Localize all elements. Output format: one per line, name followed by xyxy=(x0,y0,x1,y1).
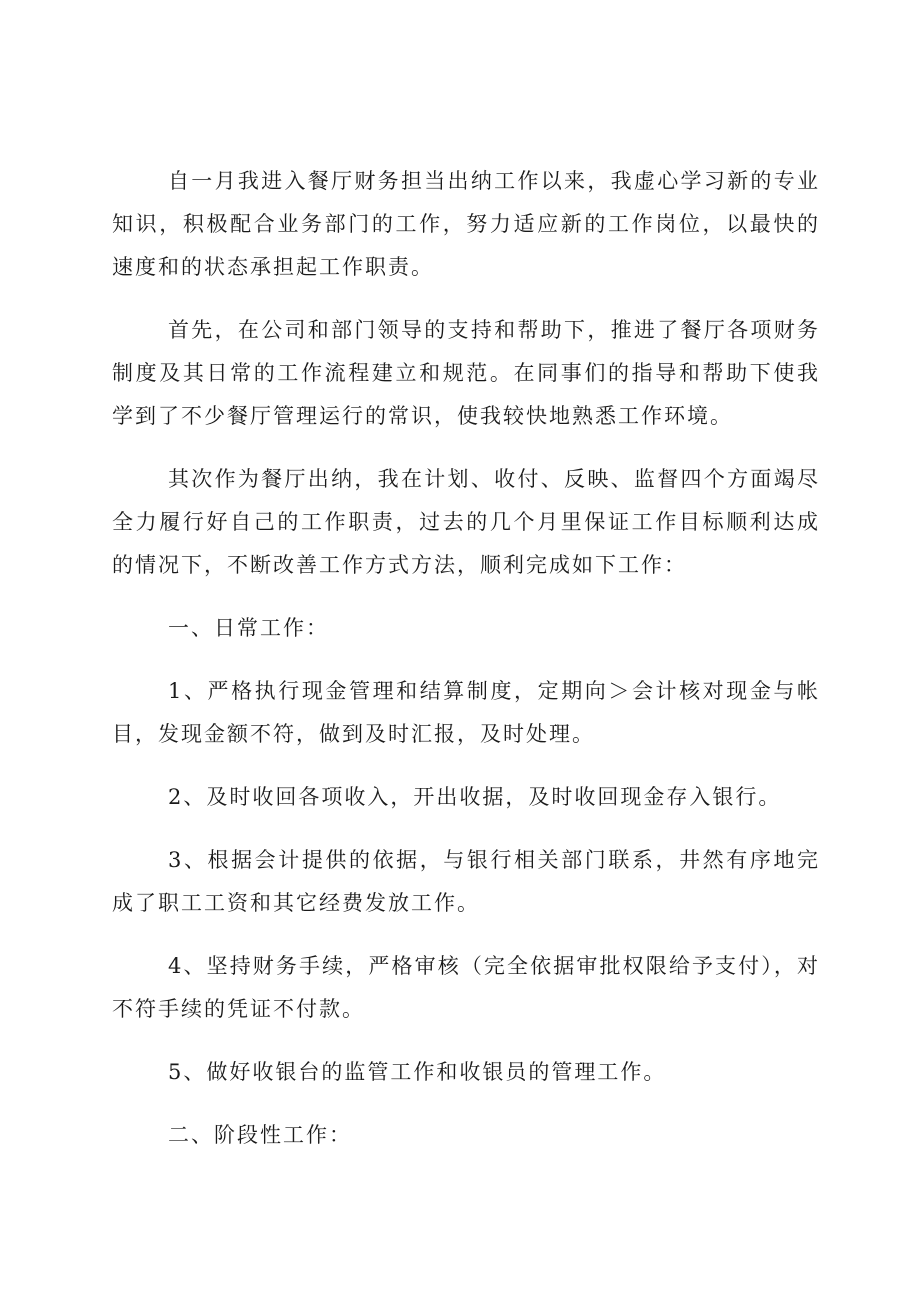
paragraph-first: 首先，在公司和部门领导的支持和帮助下，推进了餐厅各项财务制度及其日常的工作流程建立和规范。在同事们的指导和帮助下使我学到了不少餐厅管理运行的常识，使我较快地熟悉工作环境。 xyxy=(112,318,820,428)
list-item-1: 1、严格执行现金管理和结算制度，定期向＞会计核对现金与帐目，发现金额不符，做到及时汇报，及时处理。 xyxy=(112,679,820,746)
list-item-3: 3、根据会计提供的依据，与银行相关部门联系，井然有序地完成了职工工资和其它经费发放工作。 xyxy=(112,848,820,915)
list-item-5: 5、做好收银台的监管工作和收银员的管理工作。 xyxy=(168,1060,667,1084)
document-body xyxy=(112,160,820,1177)
paragraph-intro: 自一月我进入餐厅财务担当出纳工作以来，我虚心学习新的专业知识，积极配合业务部门的工作，努力适应新的工作岗位，以最快的速度和的状态承担起工作职责。 xyxy=(112,169,820,279)
list-item-4: 4、坚持财务手续，严格审核（完全依据审批权限给予支付），对不符手续的凭证不付款。 xyxy=(112,954,820,1021)
paragraph-second: 其次作为餐厅出纳，我在计划、收付、反映、监督四个方面竭尽全力履行好自己的工作职责，过去的几个月里保证工作目标顺利达成的情况下，不断改善工作方式方法，顺利完成如下工作： xyxy=(112,467,820,577)
section-heading-daily-work: 一、日常工作： xyxy=(168,616,329,640)
list-item-2: 2、及时收回各项收入，开出收据，及时收回现金存入银行。 xyxy=(168,785,782,809)
section-heading-phase-work: 二、阶段性工作： xyxy=(168,1123,352,1147)
